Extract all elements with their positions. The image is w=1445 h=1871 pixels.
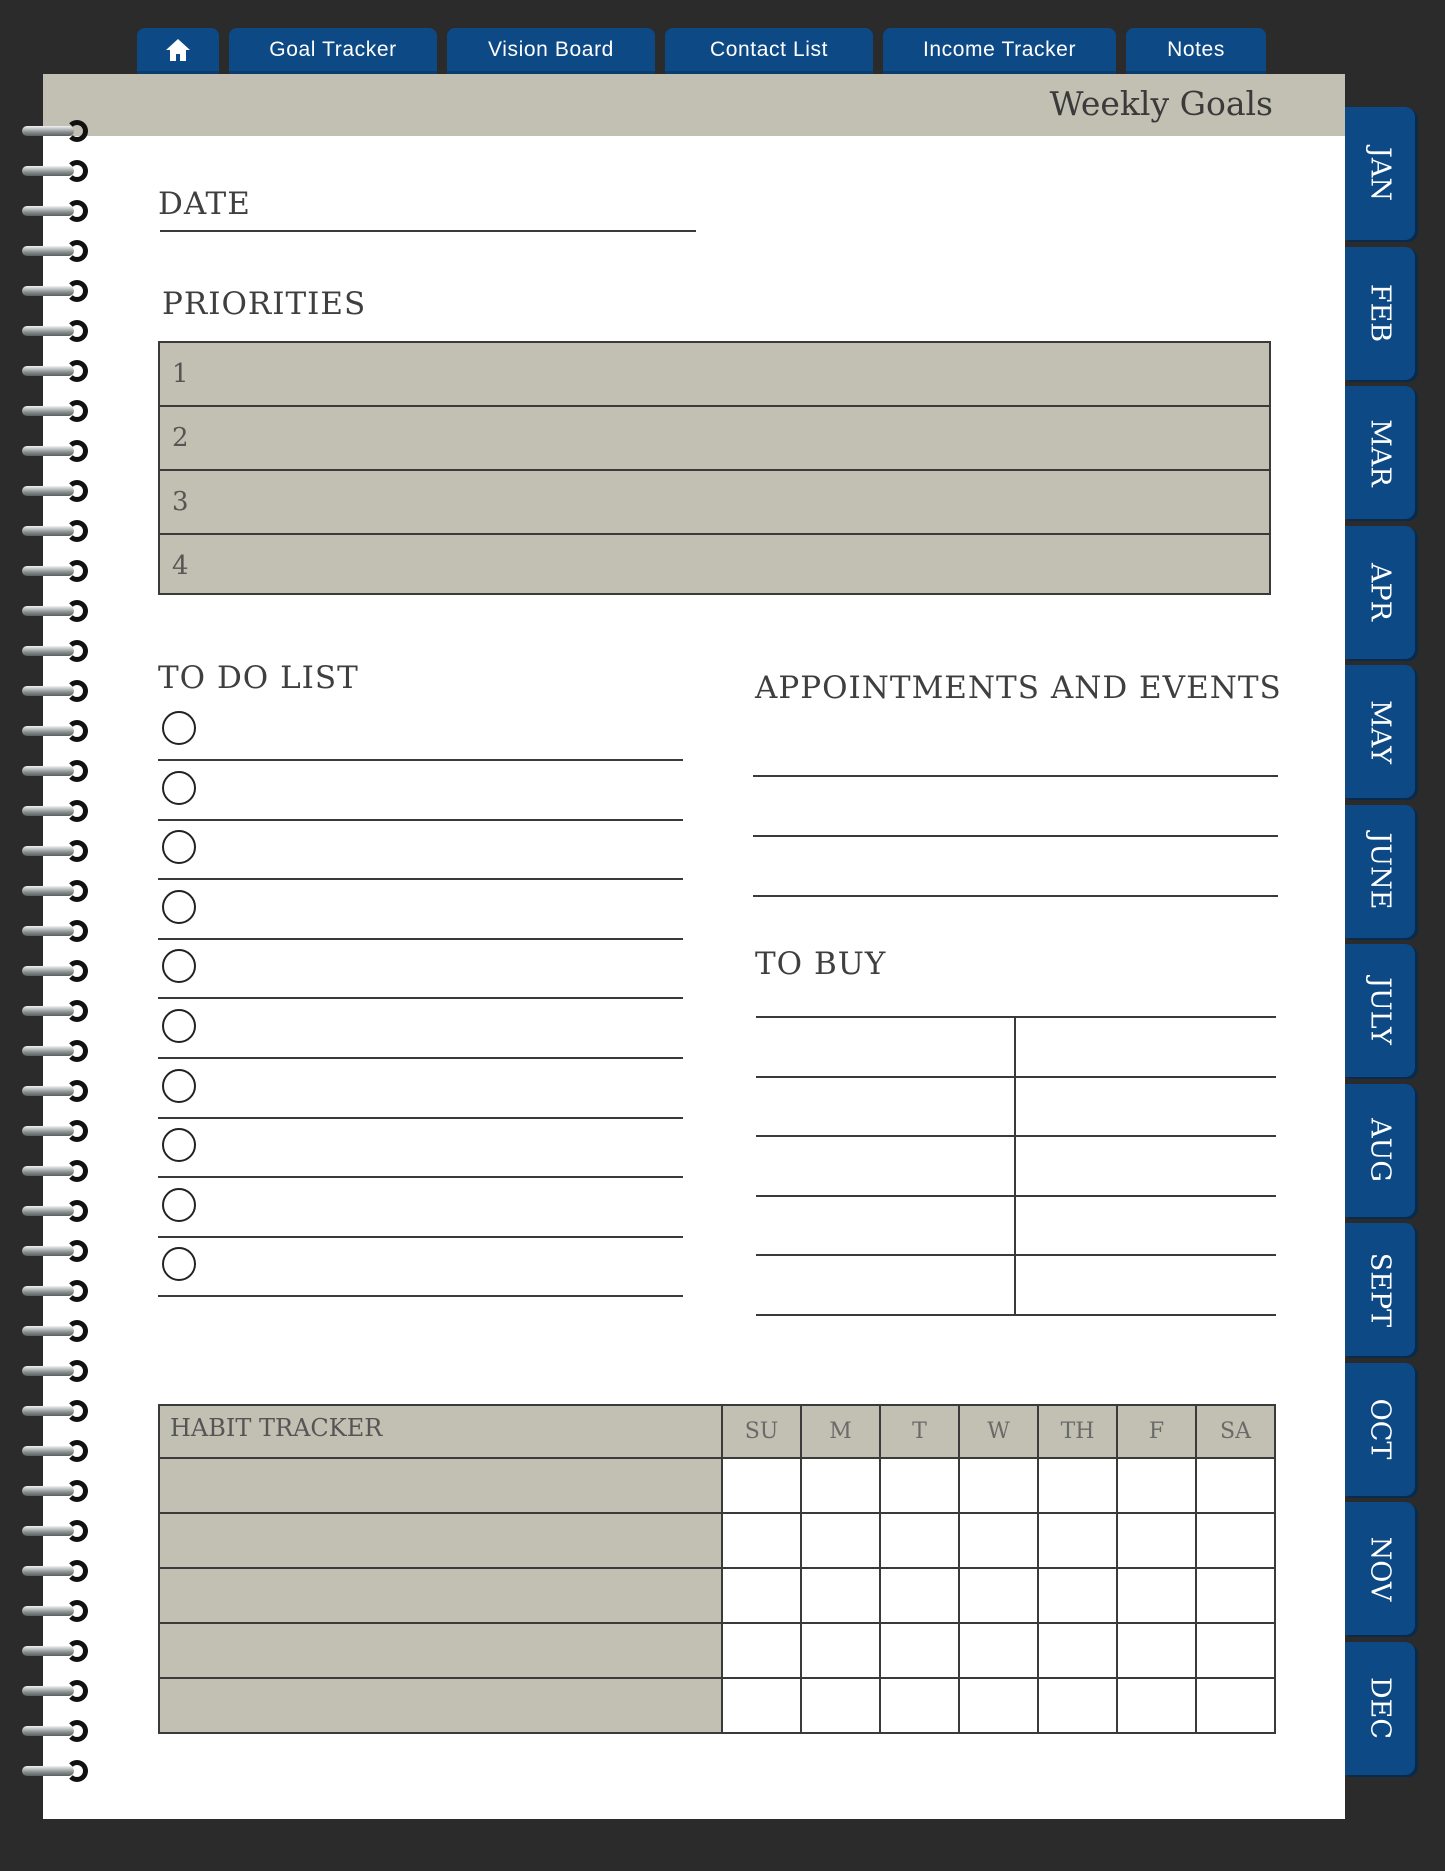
spiral-coil	[22, 920, 92, 942]
spiral-coil	[22, 720, 92, 742]
appointment-line[interactable]	[753, 775, 1278, 777]
to-buy-line[interactable]	[756, 1135, 1276, 1137]
coil-ring	[66, 840, 88, 862]
spiral-coil	[22, 1640, 92, 1662]
spiral-coil	[22, 1720, 92, 1742]
habit-day-cell[interactable]	[960, 1459, 1039, 1514]
coil-ring	[66, 880, 88, 902]
coil-ring	[66, 320, 88, 342]
todo-checkbox[interactable]	[162, 1009, 196, 1043]
month-tab-feb[interactable]	[1345, 247, 1415, 380]
coil-ring	[66, 960, 88, 982]
habit-day-cell[interactable]	[802, 1679, 881, 1734]
tab-vision-board[interactable]: Vision Board	[447, 28, 655, 74]
spiral-coil	[22, 680, 92, 702]
month-tab-label: NOV	[1364, 1536, 1396, 1601]
to-buy-label: TO BUY	[755, 946, 887, 982]
month-tab-aug[interactable]	[1345, 1084, 1415, 1217]
todo-checkbox[interactable]	[162, 1069, 196, 1103]
coil-ring	[66, 1560, 88, 1582]
priorities-label: PRIORITIES	[162, 286, 367, 322]
coil-ring	[66, 560, 88, 582]
habit-day-cell[interactable]	[723, 1459, 802, 1514]
habit-day-header: SU	[723, 1404, 802, 1459]
home-icon	[164, 37, 192, 63]
todo-checkbox[interactable]	[162, 1247, 196, 1281]
spiral-coil	[22, 640, 92, 662]
habit-day-cell[interactable]	[1197, 1679, 1276, 1734]
coil-ring	[66, 480, 88, 502]
coil-ring	[66, 760, 88, 782]
appointment-line[interactable]	[753, 835, 1278, 837]
habit-tracker-header: HABIT TRACKER	[158, 1404, 723, 1459]
habit-day-cell[interactable]	[1118, 1624, 1197, 1679]
habit-day-cell[interactable]	[1039, 1459, 1118, 1514]
page-title: Weekly Goals	[1049, 84, 1273, 123]
habit-day-cell[interactable]	[960, 1569, 1039, 1624]
month-tab-apr[interactable]	[1345, 526, 1415, 659]
habit-day-cell[interactable]	[1118, 1569, 1197, 1624]
coil-ring	[66, 1760, 88, 1782]
todo-checkbox[interactable]	[162, 949, 196, 983]
todo-checkbox[interactable]	[162, 1128, 196, 1162]
todo-line[interactable]	[158, 997, 683, 999]
habit-tracker	[158, 1404, 1275, 1736]
spiral-coil	[22, 880, 92, 902]
month-tab-jan[interactable]	[1345, 107, 1415, 240]
to-buy-line[interactable]	[756, 1016, 1276, 1018]
coil-ring	[66, 440, 88, 462]
todo-line[interactable]	[158, 1117, 683, 1119]
month-tab-july[interactable]	[1345, 944, 1415, 1077]
tab-goal-tracker[interactable]: Goal Tracker	[229, 28, 437, 74]
priority-row[interactable]	[160, 343, 1269, 407]
spiral-coil	[22, 200, 92, 222]
todo-checkbox[interactable]	[162, 830, 196, 864]
month-tab-june[interactable]	[1345, 805, 1415, 938]
spiral-coil	[22, 1280, 92, 1302]
coil-ring	[66, 1440, 88, 1462]
month-tab-label: AUG	[1364, 1118, 1396, 1182]
month-tab-label: MAR	[1364, 418, 1396, 487]
habit-day-header: TH	[1039, 1404, 1118, 1459]
todo-line[interactable]	[158, 759, 683, 761]
spiral-coil	[22, 1520, 92, 1542]
coil-ring	[66, 600, 88, 622]
spiral-coil	[22, 1080, 92, 1102]
todo-checkbox[interactable]	[162, 771, 196, 805]
coil-ring	[66, 1000, 88, 1022]
habit-day-cell[interactable]	[802, 1569, 881, 1624]
spiral-coil	[22, 1360, 92, 1382]
coil-ring	[66, 1600, 88, 1622]
todo-line[interactable]	[158, 938, 683, 940]
spiral-coil	[22, 1120, 92, 1142]
coil-ring	[66, 360, 88, 382]
spiral-coil	[22, 440, 92, 462]
habit-day-header: SA	[1197, 1404, 1276, 1459]
todo-checkbox[interactable]	[162, 1188, 196, 1222]
coil-ring	[66, 240, 88, 262]
tab-income-tracker[interactable]: Income Tracker	[883, 28, 1116, 74]
coil-ring	[66, 920, 88, 942]
month-tab-oct[interactable]	[1345, 1363, 1415, 1496]
month-tab-nov[interactable]	[1345, 1502, 1415, 1635]
to-buy-divider	[1014, 1016, 1016, 1316]
todo-line[interactable]	[158, 819, 683, 821]
month-tab-mar[interactable]	[1345, 386, 1415, 519]
habit-day-cell[interactable]	[1197, 1514, 1276, 1569]
coil-ring	[66, 1680, 88, 1702]
habit-name-cell[interactable]	[158, 1624, 723, 1679]
date-line[interactable]	[160, 230, 696, 232]
todo-checkbox[interactable]	[162, 711, 196, 745]
priorities-table	[158, 341, 1271, 595]
spiral-coil	[22, 1040, 92, 1062]
habit-day-cell[interactable]	[960, 1514, 1039, 1569]
todo-label: TO DO LIST	[158, 660, 359, 696]
spiral-coil	[22, 160, 92, 182]
spiral-coil	[22, 800, 92, 822]
priority-row[interactable]	[160, 471, 1269, 535]
habit-day-cell[interactable]	[881, 1459, 960, 1514]
spiral-coil	[22, 1760, 92, 1782]
spiral-coil	[22, 1400, 92, 1422]
coil-ring	[66, 1640, 88, 1662]
habit-day-cell[interactable]	[802, 1624, 881, 1679]
spiral-coil	[22, 520, 92, 542]
todo-line[interactable]	[158, 1236, 683, 1238]
spiral-coil	[22, 480, 92, 502]
coil-ring	[66, 640, 88, 662]
habit-day-cell[interactable]	[1039, 1514, 1118, 1569]
coil-ring	[66, 1320, 88, 1342]
todo-checkbox[interactable]	[162, 890, 196, 924]
coil-ring	[66, 1280, 88, 1302]
priority-number: 3	[172, 487, 189, 517]
spiral-coil	[22, 560, 92, 582]
priority-number: 1	[172, 359, 189, 389]
coil-ring	[66, 1040, 88, 1062]
spiral-coil	[22, 1240, 92, 1262]
appointments-label: APPOINTMENTS AND EVENTS	[755, 670, 1282, 706]
habit-day-cell[interactable]	[723, 1569, 802, 1624]
to-buy-line[interactable]	[756, 1195, 1276, 1197]
appointment-line[interactable]	[753, 895, 1278, 897]
spiral-coil	[22, 1320, 92, 1342]
todo-line[interactable]	[158, 1295, 683, 1297]
spiral-coil	[22, 1160, 92, 1182]
habit-day-cell[interactable]	[1118, 1679, 1197, 1734]
coil-ring	[66, 160, 88, 182]
coil-ring	[66, 280, 88, 302]
priority-number: 4	[172, 551, 189, 581]
habit-day-cell[interactable]	[723, 1514, 802, 1569]
priority-row[interactable]	[160, 407, 1269, 471]
habit-day-cell[interactable]	[881, 1569, 960, 1624]
coil-ring	[66, 1480, 88, 1502]
coil-ring	[66, 400, 88, 422]
coil-ring	[66, 1120, 88, 1142]
habit-day-header: T	[881, 1404, 960, 1459]
todo-line[interactable]	[158, 1176, 683, 1178]
coil-ring	[66, 120, 88, 142]
month-tab-dec[interactable]	[1345, 1642, 1415, 1775]
month-tab-sept[interactable]	[1345, 1223, 1415, 1356]
coil-ring	[66, 520, 88, 542]
month-tab-may[interactable]	[1345, 665, 1415, 798]
coil-ring	[66, 1400, 88, 1422]
habit-day-cell[interactable]	[1039, 1569, 1118, 1624]
month-tab-label: JAN	[1364, 146, 1396, 201]
coil-ring	[66, 680, 88, 702]
spiral-coil	[22, 1600, 92, 1622]
coil-ring	[66, 800, 88, 822]
spiral-coil	[22, 120, 92, 142]
priority-row[interactable]	[160, 535, 1269, 593]
month-tab-label: SEPT	[1364, 1252, 1396, 1327]
month-tab-label: MAY	[1364, 699, 1396, 764]
spiral-coil	[22, 1200, 92, 1222]
coil-ring	[66, 1240, 88, 1262]
spiral-coil	[22, 1680, 92, 1702]
month-tab-label: FEB	[1364, 283, 1396, 343]
spiral-coil	[22, 400, 92, 422]
habit-day-cell[interactable]	[1118, 1514, 1197, 1569]
habit-day-cell[interactable]	[1197, 1624, 1276, 1679]
habit-day-cell[interactable]	[1039, 1624, 1118, 1679]
habit-day-cell[interactable]	[723, 1679, 802, 1734]
spiral-coil	[22, 1440, 92, 1462]
coil-ring	[66, 1360, 88, 1382]
habit-name-cell[interactable]	[158, 1679, 723, 1734]
habit-name-cell[interactable]	[158, 1514, 723, 1569]
month-tab-label: APR	[1364, 563, 1396, 621]
month-tab-label: OCT	[1364, 1398, 1396, 1460]
coil-ring	[66, 1160, 88, 1182]
month-tab-label: JULY	[1364, 976, 1396, 1045]
habit-day-cell[interactable]	[1039, 1679, 1118, 1734]
to-buy-line[interactable]	[756, 1254, 1276, 1256]
tab-notes[interactable]: Notes	[1126, 28, 1266, 74]
habit-day-cell[interactable]	[1197, 1459, 1276, 1514]
habit-day-cell[interactable]	[1197, 1569, 1276, 1624]
habit-name-cell[interactable]	[158, 1459, 723, 1514]
habit-day-cell[interactable]	[881, 1679, 960, 1734]
tab-contact-list[interactable]: Contact List	[665, 28, 873, 74]
habit-day-cell[interactable]	[881, 1624, 960, 1679]
habit-day-cell[interactable]	[1118, 1459, 1197, 1514]
planner-page	[43, 74, 1345, 1819]
coil-ring	[66, 720, 88, 742]
habit-day-cell[interactable]	[881, 1514, 960, 1569]
header-band	[43, 74, 1345, 136]
spiral-coil	[22, 240, 92, 262]
spiral-coil	[22, 1000, 92, 1022]
spiral-coil	[22, 320, 92, 342]
spiral-coil	[22, 840, 92, 862]
coil-ring	[66, 200, 88, 222]
spiral-coil	[22, 960, 92, 982]
habit-day-cell[interactable]	[960, 1624, 1039, 1679]
month-tab-label: DEC	[1364, 1676, 1396, 1740]
habit-day-header: M	[802, 1404, 881, 1459]
priority-number: 2	[172, 423, 189, 453]
to-buy-line[interactable]	[756, 1314, 1276, 1316]
habit-day-cell[interactable]	[802, 1514, 881, 1569]
habit-day-cell[interactable]	[960, 1679, 1039, 1734]
coil-ring	[66, 1520, 88, 1542]
habit-day-cell[interactable]	[802, 1459, 881, 1514]
coil-ring	[66, 1720, 88, 1742]
habit-day-header: W	[960, 1404, 1039, 1459]
todo-line[interactable]	[158, 1057, 683, 1059]
coil-ring	[66, 1080, 88, 1102]
todo-line[interactable]	[158, 878, 683, 880]
habit-day-header: F	[1118, 1404, 1197, 1459]
to-buy-line[interactable]	[756, 1076, 1276, 1078]
home-tab[interactable]	[137, 28, 219, 74]
spiral-coil	[22, 360, 92, 382]
coil-ring	[66, 1200, 88, 1222]
habit-name-cell[interactable]	[158, 1569, 723, 1624]
spiral-coil	[22, 280, 92, 302]
habit-day-cell[interactable]	[723, 1624, 802, 1679]
spiral-coil	[22, 1480, 92, 1502]
spiral-coil	[22, 1560, 92, 1582]
spiral-coil	[22, 600, 92, 622]
date-label: DATE	[158, 186, 251, 222]
spiral-coil	[22, 760, 92, 782]
month-tab-label: JUNE	[1364, 832, 1396, 910]
